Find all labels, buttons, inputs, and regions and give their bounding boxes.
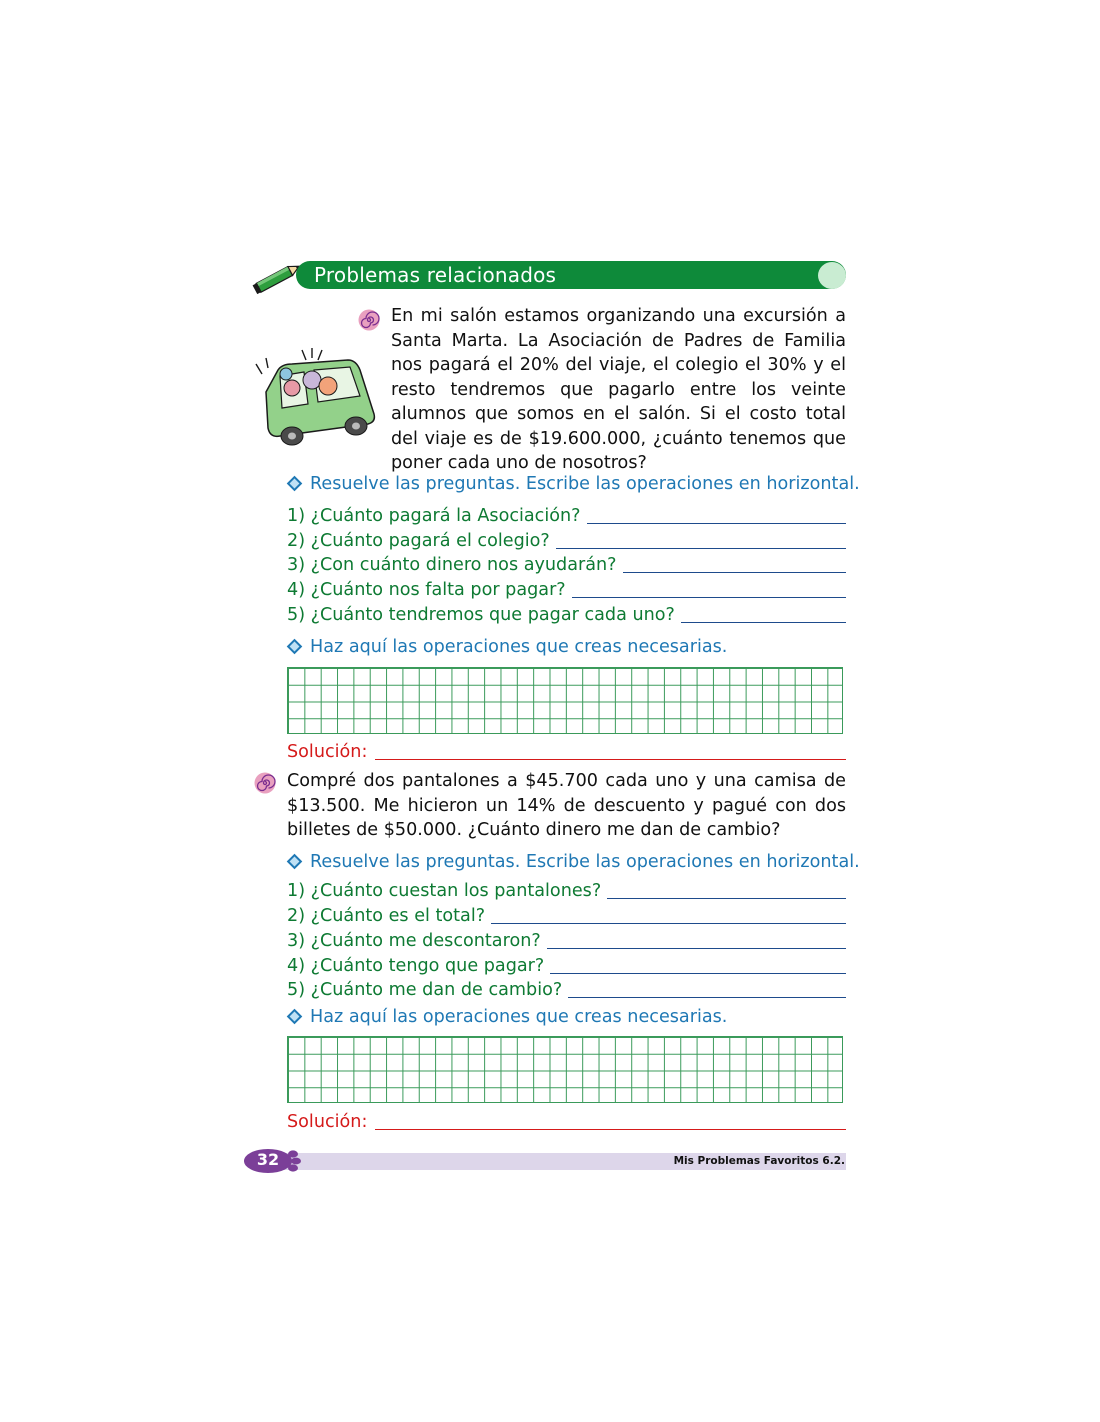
operations-grid[interactable] — [287, 667, 843, 734]
answer-line[interactable] — [568, 997, 846, 998]
question-row — [287, 976, 846, 1001]
answer-line[interactable] — [607, 898, 846, 899]
question-row — [287, 527, 846, 552]
diamond-icon — [287, 638, 303, 654]
diamond-icon — [287, 1008, 303, 1024]
solution-label: Solución: — [287, 1112, 368, 1132]
question-row — [287, 551, 846, 576]
question-label: 1) ¿Cuánto pagará la Asociación? — [287, 506, 581, 526]
bus-illustration — [252, 340, 382, 448]
question-label: 5) ¿Cuánto me dan de cambio? — [287, 980, 563, 1000]
question-label: 3) ¿Cuánto me descontaron? — [287, 931, 541, 951]
question-label: 4) ¿Cuánto tengo que pagar? — [287, 956, 545, 976]
answer-line[interactable] — [587, 523, 846, 524]
banner-end-cap — [818, 262, 846, 289]
question-row — [287, 601, 846, 626]
question-label: 5) ¿Cuánto tendremos que pagar cada uno? — [287, 605, 675, 625]
answer-line[interactable] — [572, 597, 846, 598]
diamond-icon — [287, 475, 303, 491]
solution-label: Solución: — [287, 742, 368, 762]
answer-line[interactable] — [623, 572, 847, 573]
spiral-icon — [358, 309, 380, 331]
question-row — [287, 877, 846, 902]
question-label: 1) ¿Cuánto cuestan los pantalones? — [287, 881, 602, 901]
question-label: 3) ¿Con cuánto dinero nos ayudarán? — [287, 555, 617, 575]
solution-row — [287, 1108, 846, 1133]
question-label: 4) ¿Cuánto nos falta por pagar? — [287, 580, 566, 600]
spiral-icon — [254, 772, 276, 794]
question-label: 2) ¿Cuánto es el total? — [287, 906, 486, 926]
problem-1-instruction-questions: Resuelve las preguntas. Escribe las operaciones en horizontal. — [286, 472, 860, 496]
problem-2-statement: Compré dos pantalones a $45.700 cada uno y una camisa de $13.500. Me hicieron un 14% de descuento y pagué con dos billetes de $50.000. ¿Cuánto dinero me dan de cambio? — [287, 771, 846, 840]
operations-grid[interactable] — [287, 1036, 843, 1103]
diamond-icon — [287, 853, 303, 869]
question-row — [287, 927, 846, 952]
question-row — [287, 902, 846, 927]
solution-row — [287, 738, 846, 763]
problem-2-instruction-operations: Haz aquí las operaciones que creas necesarias. — [286, 1005, 727, 1029]
question-row — [287, 502, 846, 527]
question-row — [287, 952, 846, 977]
question-label: 2) ¿Cuánto pagará el colegio? — [287, 531, 550, 551]
problem-1-instruction-operations: Haz aquí las operaciones que creas necesarias. — [286, 635, 727, 659]
answer-line[interactable] — [491, 923, 846, 924]
solution-answer-line[interactable] — [375, 1129, 846, 1130]
solution-answer-line[interactable] — [375, 759, 846, 760]
answer-line[interactable] — [547, 948, 846, 949]
problem-1-statement: En mi salón estamos organizando una excursión a Santa Marta. La Asociación de Padres de Familia nos pagará el 20% del viaje, el colegio el 30% y el resto tendremos que pagarlo entre los veinte alumnos que somos en el salón. Si el costo total del viaje es de $19.600.000, ¿cuánto tenemos que poner cada uno de nosotros? — [391, 306, 846, 473]
section-title: Problemas relacionados — [314, 263, 557, 287]
page-number: 32 — [256, 1150, 280, 1169]
answer-line[interactable] — [681, 622, 846, 623]
answer-line[interactable] — [550, 973, 846, 974]
book-title: Mis Problemas Favoritos 6.2. — [673, 1155, 845, 1167]
problem-2-instruction-questions: Resuelve las preguntas. Escribe las operaciones en horizontal. — [286, 850, 860, 874]
answer-line[interactable] — [556, 548, 846, 549]
question-row — [287, 576, 846, 601]
